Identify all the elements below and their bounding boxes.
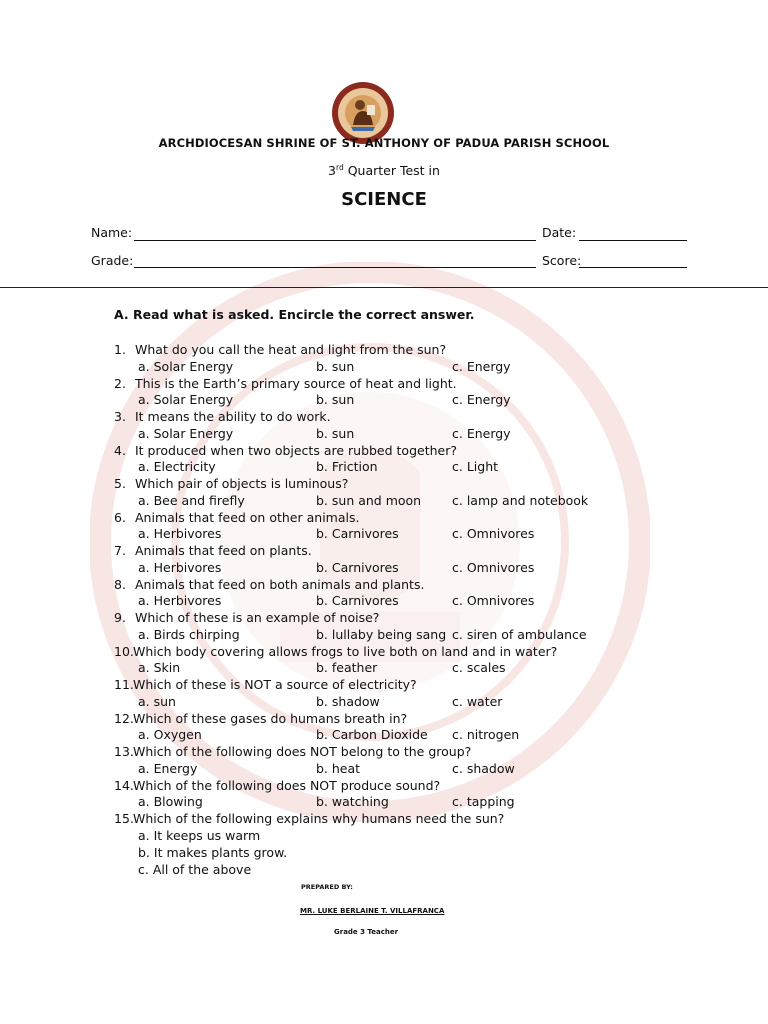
question-number: 2. (114, 375, 126, 391)
question-text: It produced when two objects are rubbed together? (135, 442, 457, 458)
answer-option[interactable]: c. Energy (452, 358, 511, 374)
question-number: 5. (114, 476, 126, 491)
question-text: Which of these gases do humans breath in? (133, 710, 408, 726)
answer-option[interactable]: b. heat (316, 760, 361, 776)
answer-option[interactable]: c. Energy (452, 425, 511, 441)
answer-option[interactable]: c. shadow (452, 760, 515, 776)
question-text: What do you call the heat and light from the sun? (135, 342, 447, 357)
answer-option[interactable]: a. sun (138, 693, 176, 709)
answer-option[interactable]: a. Blowing (138, 794, 203, 809)
question-text: Animals that feed on both animals and plants. (135, 576, 425, 592)
grade-blank[interactable] (134, 267, 536, 268)
answer-option[interactable]: b. Carnivores (316, 526, 399, 541)
question-number: 12. (114, 710, 134, 726)
answer-option[interactable]: b. It makes plants grow. (138, 845, 288, 860)
answer-option[interactable]: c. tapping (452, 794, 515, 809)
subject-title: SCIENCE (341, 189, 427, 210)
question-text: Which of the following does NOT belong to the group? (133, 744, 472, 759)
score-label: Score: (542, 253, 582, 268)
answer-option[interactable]: b. sun (316, 425, 355, 441)
question-number: 6. (114, 509, 126, 525)
answer-option[interactable]: b. Carbon Dioxide (316, 727, 428, 742)
teacher-role: Grade 3 Teacher (334, 928, 399, 936)
answer-option[interactable]: b. Friction (316, 459, 378, 474)
answer-option[interactable]: a. Herbivores (138, 559, 222, 575)
answer-option[interactable]: a. Electricity (138, 459, 216, 474)
question-number: 1. (114, 342, 126, 357)
answer-option[interactable]: a. Oxygen (138, 727, 202, 742)
answer-option[interactable]: b. sun (316, 358, 355, 374)
answer-option[interactable]: b. Carnivores (316, 593, 399, 608)
question-number: 3. (114, 409, 126, 424)
answer-option[interactable]: a. Herbivores (138, 526, 222, 541)
answer-option[interactable]: a. Skin (138, 660, 181, 675)
question-number: 15. (114, 811, 134, 826)
answer-option[interactable]: c. Light (452, 459, 499, 474)
header-divider (0, 287, 768, 288)
question-number: 10. (114, 643, 134, 659)
answer-option[interactable]: c. lamp and notebook (452, 492, 589, 508)
question-text: Animals that feed on other animals. (135, 509, 360, 525)
answer-option[interactable]: c. Omnivores (452, 559, 535, 575)
question-text: Which of the following explains why humans need the sun? (133, 811, 505, 826)
answer-option[interactable]: b. watching (316, 794, 389, 809)
answer-option[interactable]: a. Solar Energy (138, 425, 234, 441)
question-text: It means the ability to do work. (135, 409, 331, 424)
question-number: 13. (114, 744, 134, 759)
question-text: Which of these is an example of noise? (135, 610, 380, 625)
date-label: Date: (542, 225, 577, 240)
score-blank[interactable] (579, 267, 687, 268)
answer-option[interactable]: c. water (452, 693, 503, 709)
instructions: A. Read what is asked. Encircle the correct answer. (114, 307, 475, 322)
answer-option[interactable]: c. Omnivores (452, 526, 535, 541)
school-name: ARCHDIOCESAN SHRINE OF ST. ANTHONY OF PADUA PARISH SCHOOL (158, 136, 610, 150)
answer-option[interactable]: a. Birds chirping (138, 626, 240, 642)
answer-option[interactable]: c. nitrogen (452, 727, 520, 742)
answer-option[interactable]: a. Bee and firefly (138, 492, 245, 508)
teacher-name: MR. LUKE BERLAINE T. VILLAFRANCA (300, 907, 445, 915)
date-blank[interactable] (579, 240, 687, 241)
answer-option[interactable]: b. Carnivores (316, 559, 399, 575)
quarter-text: Quarter Test in (343, 163, 440, 179)
name-blank[interactable] (134, 240, 536, 241)
answer-option[interactable]: c. All of the above (138, 862, 252, 877)
question-number: 4. (114, 442, 126, 458)
question-text: This is the Earth’s primary source of heat and light. (135, 375, 457, 391)
answer-option[interactable]: a. It keeps us warm (138, 828, 261, 843)
answer-option[interactable]: c. Energy (452, 392, 511, 407)
answer-option[interactable]: a. Solar Energy (138, 358, 234, 374)
question-text: Which of these is NOT a source of electricity? (133, 677, 417, 692)
question-number: 14. (114, 777, 134, 793)
answer-option[interactable]: c. siren of ambulance (452, 626, 587, 642)
grade-label: Grade: (91, 253, 134, 268)
name-label: Name: (91, 225, 133, 240)
question-number: 7. (114, 543, 126, 558)
question-number: 8. (114, 576, 126, 592)
quarter-number: 3 (328, 163, 336, 179)
quarter-title (0, 163, 768, 178)
question-text: Which body covering allows frogs to live both on land and in water? (133, 643, 558, 659)
answer-option[interactable]: b. sun (316, 392, 355, 407)
answer-option[interactable]: c. Omnivores (452, 593, 535, 608)
question-text: Which of the following does NOT produce sound? (133, 777, 441, 793)
answer-option[interactable]: c. scales (452, 660, 506, 675)
question-text: Which pair of objects is luminous? (135, 476, 349, 491)
answer-option[interactable]: a. Herbivores (138, 593, 222, 608)
question-number: 11. (114, 677, 134, 692)
answer-option[interactable]: a. Solar Energy (138, 392, 234, 407)
answer-option[interactable]: a. Energy (138, 760, 198, 776)
quarter-suffix: rd (336, 163, 344, 172)
answer-option[interactable]: b. sun and moon (316, 492, 422, 508)
prepared-by-label: PREPARED BY: (301, 883, 353, 891)
question-number: 9. (114, 610, 126, 625)
question-text: Animals that feed on plants. (135, 543, 312, 558)
answer-option[interactable]: b. feather (316, 660, 378, 675)
answer-option[interactable]: b. shadow (316, 693, 380, 709)
answer-option[interactable]: b. lullaby being sang (316, 626, 447, 642)
